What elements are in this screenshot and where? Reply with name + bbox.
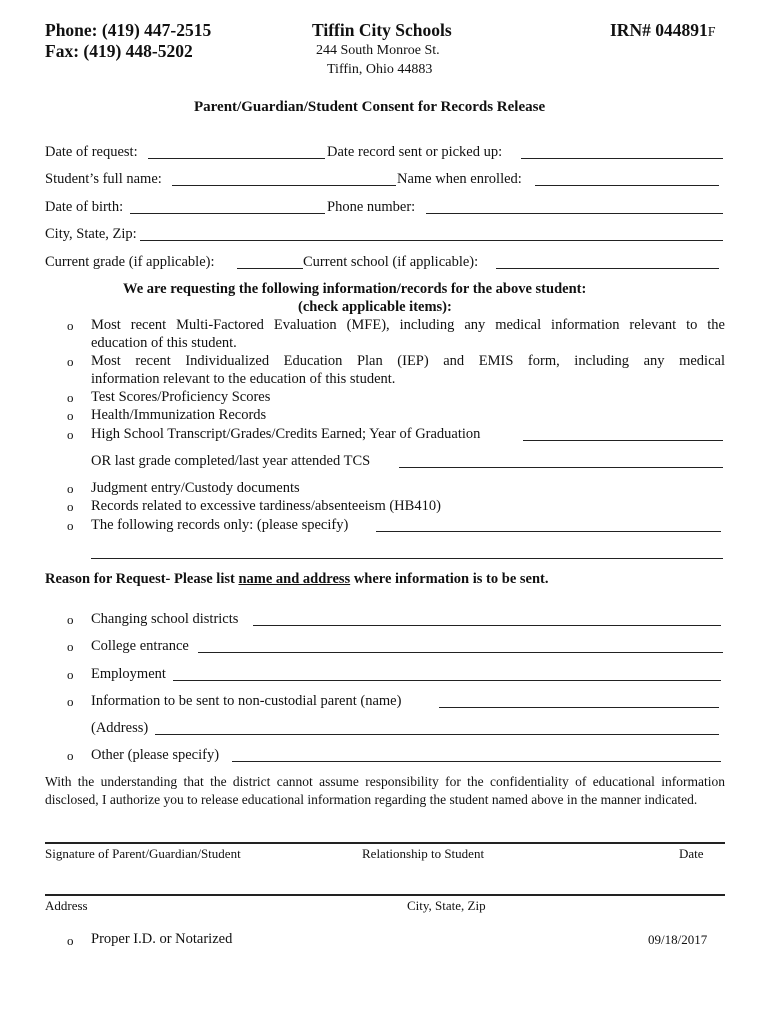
phone-field[interactable] xyxy=(426,213,723,214)
reason-employment: Employment xyxy=(91,666,166,682)
checkbox-transcript[interactable]: o xyxy=(67,427,74,442)
city-state-zip-sig-label: City, State, Zip xyxy=(407,898,486,913)
current-grade-field[interactable] xyxy=(237,268,303,269)
district-name: Tiffin City Schools xyxy=(312,20,452,40)
checkbox-iep[interactable]: o xyxy=(67,354,74,369)
date-sent-label: Date record sent or picked up: xyxy=(327,144,503,160)
college-field[interactable] xyxy=(198,652,723,653)
checkbox-proper-id[interactable]: o xyxy=(67,933,74,948)
dob-field[interactable] xyxy=(130,213,325,214)
phone-label: Phone number: xyxy=(327,199,416,215)
current-school-field[interactable] xyxy=(496,268,719,269)
checkbox-other[interactable]: o xyxy=(67,748,74,763)
request-heading: We are requesting the following information/records for the above student: xyxy=(123,281,587,297)
checkbox-employment[interactable]: o xyxy=(67,667,74,682)
checkbox-custody[interactable]: o xyxy=(67,481,74,496)
item-health: Health/Immunization Records xyxy=(91,407,267,423)
item-mfe-line1: Most recent Multi-Factored Evaluation (MFE), including any medical information relevant to the xyxy=(91,317,725,333)
item-transcript: High School Transcript/Grades/Credits Earned; Year of Graduation xyxy=(91,426,481,442)
checkbox-test-scores[interactable]: o xyxy=(67,390,74,405)
date-sent-field[interactable] xyxy=(521,158,723,159)
form-title: Parent/Guardian/Student Consent for Records Release xyxy=(194,99,546,115)
header-phone: Phone: (419) 447-2515 xyxy=(45,20,212,40)
employment-field[interactable] xyxy=(173,680,721,681)
irn-value: IRN# 044891 xyxy=(610,20,708,40)
item-mfe-line2: education of this student. xyxy=(91,335,237,351)
header-fax: Fax: (419) 448-5202 xyxy=(45,41,193,61)
date-of-request-label: Date of request: xyxy=(45,144,138,160)
noncustodial-address-field[interactable] xyxy=(155,734,719,735)
last-grade-field[interactable] xyxy=(399,467,723,468)
item-test-scores: Test Scores/Proficiency Scores xyxy=(91,389,271,405)
signature-line[interactable] xyxy=(45,842,725,844)
reason-changing-districts: Changing school districts xyxy=(91,611,239,627)
form-date: 09/18/2017 xyxy=(648,932,708,947)
district-city: Tiffin, Ohio 44883 xyxy=(327,62,433,77)
city-state-zip-label: City, State, Zip: xyxy=(45,226,137,242)
item-iep-line1: Most recent Individualized Education Plan (IEP) and EMIS form, including any medical xyxy=(91,353,725,369)
reason-heading xyxy=(45,571,548,588)
reason-other: Other (please specify) xyxy=(91,747,220,763)
date-of-request-field[interactable] xyxy=(148,158,325,159)
checkbox-noncustodial[interactable]: o xyxy=(67,694,74,709)
checkbox-specific-records[interactable]: o xyxy=(67,518,74,533)
item-tardiness: Records related to excessive tardiness/absenteeism (HB410) xyxy=(91,498,441,514)
specific-records-field-2[interactable] xyxy=(91,558,723,559)
irn-suffix: F xyxy=(707,25,716,40)
signature-label: Signature of Parent/Guardian/Student xyxy=(45,846,241,861)
checkbox-tardiness[interactable]: o xyxy=(67,499,74,514)
name-enrolled-field[interactable] xyxy=(535,185,719,186)
address-line[interactable] xyxy=(45,894,725,896)
specific-records-field[interactable] xyxy=(376,531,721,532)
district-street: 244 South Monroe St. xyxy=(316,43,440,58)
proper-id-label: Proper I.D. or Notarized xyxy=(91,931,233,947)
current-grade-label: Current grade (if applicable): xyxy=(45,254,215,270)
address-label: Address xyxy=(45,898,88,913)
reason-address-label: (Address) xyxy=(91,720,149,736)
full-name-label: Student’s full name: xyxy=(45,171,162,187)
dob-label: Date of birth: xyxy=(45,199,124,215)
item-last-grade: OR last grade completed/last year attended TCS xyxy=(91,453,371,469)
reason-noncustodial: Information to be sent to non-custodial parent (name) xyxy=(91,693,402,709)
reason-heading-pre: Reason for Request- Please list xyxy=(45,571,239,587)
item-specific-records: The following records only: (please specify) xyxy=(91,517,349,533)
reason-heading-underlined: name and address xyxy=(238,571,351,587)
noncustodial-name-field[interactable] xyxy=(439,707,719,708)
checkbox-health[interactable]: o xyxy=(67,408,74,423)
name-enrolled-label: Name when enrolled: xyxy=(397,171,522,187)
date-label: Date xyxy=(679,846,704,861)
city-state-zip-field[interactable] xyxy=(140,240,723,241)
other-field[interactable] xyxy=(232,761,721,762)
reason-heading-post: where information is to be sent. xyxy=(350,571,549,587)
consent-text: With the understanding that the district cannot assume responsibility for the confidentiality of educational information disclosed, I authorize you to release educational information regarding the student named above in the manner indicated. xyxy=(45,774,725,807)
item-iep-line2: information relevant to the education of this student. xyxy=(91,371,396,387)
current-school-label: Current school (if applicable): xyxy=(303,254,479,270)
checkbox-college[interactable]: o xyxy=(67,639,74,654)
checkbox-changing-districts[interactable]: o xyxy=(67,612,74,627)
irn-number xyxy=(610,20,716,41)
item-custody: Judgment entry/Custody documents xyxy=(91,480,300,496)
relationship-label: Relationship to Student xyxy=(362,846,485,861)
changing-districts-field[interactable] xyxy=(253,625,721,626)
reason-college: College entrance xyxy=(91,638,189,654)
full-name-field[interactable] xyxy=(172,185,396,186)
checkbox-mfe[interactable]: o xyxy=(67,318,74,333)
request-subheading: (check applicable items): xyxy=(298,299,452,315)
graduation-year-field[interactable] xyxy=(523,440,723,441)
